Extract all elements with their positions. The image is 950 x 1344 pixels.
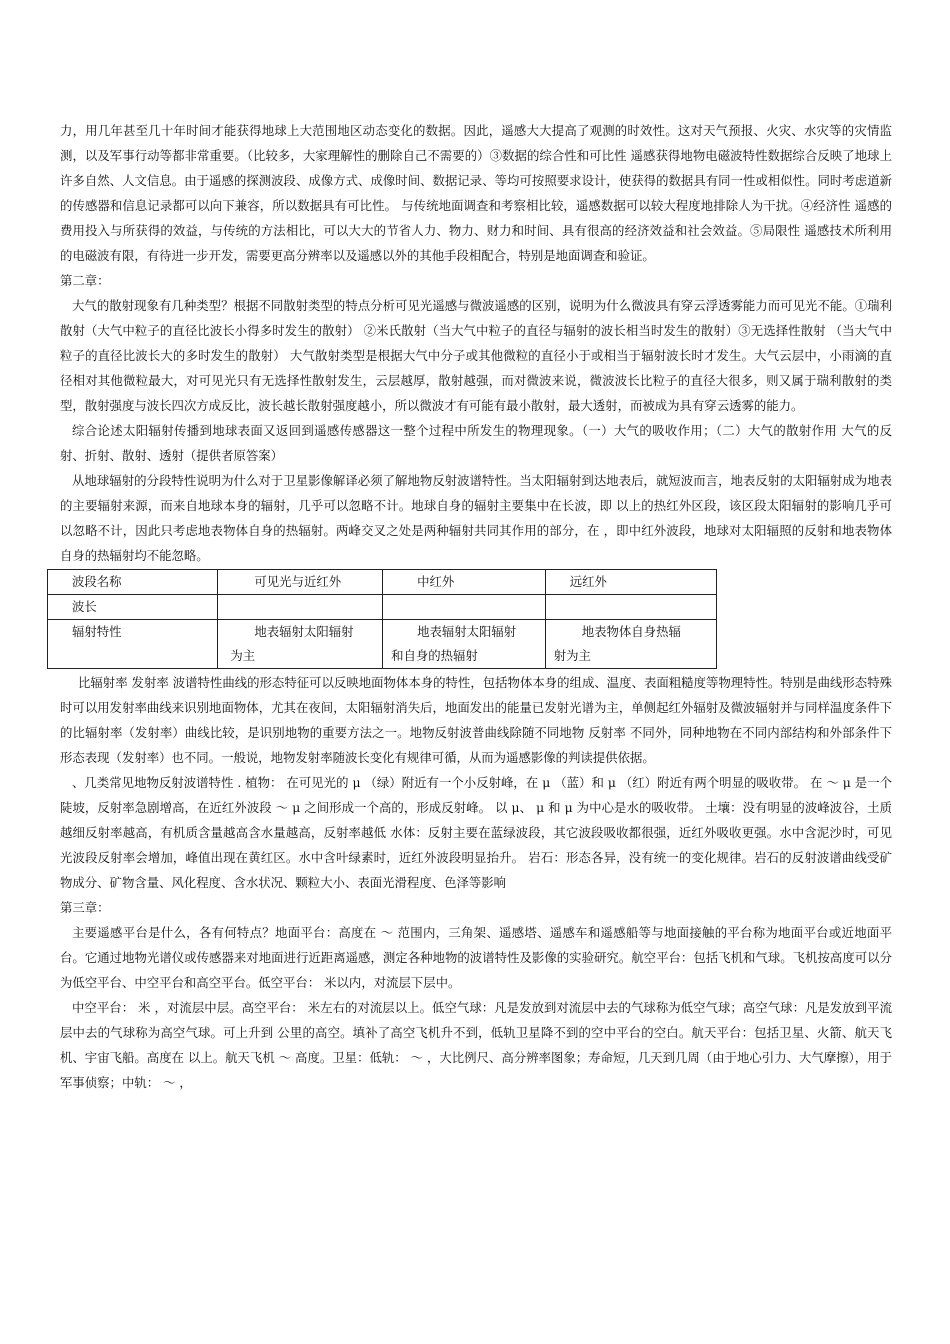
chapter-2-paragraph-solar-radiation: 综合论述太阳辐射传播到地球表面又返回到遥感传感器这一整个过程中所发生的物理现象。（一）大气的吸收作用；（二）大气的散射作用 大气的反射、折射、散射、透射（提供者原答案） bbox=[60, 423, 892, 463]
chapter-3-heading: 第三章： bbox=[60, 900, 110, 915]
table-cell: 地表辐射太阳辐射 为主 bbox=[218, 620, 383, 669]
table-cell bbox=[383, 595, 546, 620]
table-header-cell: 波段名称 bbox=[48, 570, 218, 595]
table-row-label: 辐射特性 bbox=[48, 620, 218, 669]
table-header-row bbox=[48, 570, 717, 595]
table-row-wavelength bbox=[48, 595, 717, 620]
chapter-2-paragraph-spectral-features: 、几类常见地物反射波谱特性 . 植物： 在可见光的 μ （绿）附近有一个小反射峰，在 μ （蓝）和 μ （红）附近有两个明显的吸收带。 在 ～ μ 是一个陡坡，反射率急剧增高，在近红外波段 ～ μ 之间形成一个高的，形成反射峰。 以 μ、 μ 和 μ 为中心是水的吸收带。 土壤：没有明显的波峰波谷，土质越细反射率越高，有机质含量越高含水量越高，反射率越低 水体：反射主要在蓝绿波段，其它波段吸收都很强，近红外吸收更强。水中含泥沙时，可见光波段反射率会增加，峰值出现在黄红区。水中含叶绿素时，近红外波段明显抬升。 岩石：形态各异，没有统一的变化规律。岩石的反射波谱曲线受矿物成分、矿物含量、风化程度、含水状况、颗粒大小、表面光滑程度、色泽等影响 bbox=[60, 775, 892, 890]
table-header-cell: 中红外 bbox=[383, 570, 546, 595]
chapter-3-paragraph-altitudes: 中空平台： 米 ，对流层中层。高空平台： 米左右的对流层以上。低空气球：凡是发放到对流层中去的气球称为低空气球；高空气球：凡是发放到平流层中去的气球称为高空气球。可上升到 公里的高空。填补了高空飞机升不到，低轨卫星降不到的空中平台的空白。航天平台：包括卫星、火箭、航天飞机、宇宙飞船。高度在 以上。航天飞机 ～ 高度。卫星：低轨： ～ ，大比例尺、高分辨率图象；寿命短，几天到几周（由于地心引力、大气摩擦），用于军事侦察；中轨： ～ ， bbox=[60, 1000, 892, 1090]
document-page bbox=[60, 118, 892, 1095]
table-header-cell: 可见光与近红外 bbox=[218, 570, 383, 595]
chapter-3-paragraph-platforms: 主要遥感平台是什么，各有何特点？地面平台：高度在 ～ 范围内，三角架、遥感塔、遥感车和遥感船等与地面接触的平台称为地面平台或近地面平台。它通过地物光谱仪或传感器来对地面进行近距离遥感，测定各种地物的波谱特性及影像的实验研究。航空平台：包括飞机和气球。飞机按高度可以分为低空平台、中空平台和高空平台。低空平台： 米以内，对流层下层中。 bbox=[60, 925, 892, 990]
table-cell bbox=[218, 595, 383, 620]
table-header-cell: 远红外 bbox=[545, 570, 716, 595]
table-cell bbox=[545, 595, 716, 620]
chapter-2-heading: 第二章： bbox=[60, 273, 110, 288]
intro-paragraph: 力，用几年甚至几十年时间才能获得地球上大范围地区动态变化的数据。因此，遥感大大提高了观测的时效性。这对天气预报、火灾、水灾等的灾情监测，以及军事行动等都非常重要。（比较多，大家理解性的删除自己不需要的）③数据的综合性和可比性 遥感获得地物电磁波特性数据综合反映了地球上许多自然、人文信息。由于遥感的探测波段、成像方式、成像时间、数据记录、等均可按照要求设计，使获得的数据具有同一性或相似性。同时考虑道新的传感器和信息记录都可以向下兼容，所以数据具有可比性。 与传统地面调查和考察相比较，遥感数据可以较大程度地排除人为干扰。④经济性 遥感的费用投入与所获得的效益，与传统的方法相比，可以大大的节省人力、物力、财力和时间、具有很高的经济效益和社会效益。⑤局限性 遥感技术所利用的电磁波有限，有待进一步开发，需要更高分辨率以及遥感以外的其他手段相配合，特别是地面调查和验证。 bbox=[60, 123, 892, 263]
table-row-property bbox=[48, 620, 717, 669]
chapter-2-paragraph-earth-radiation: 从地球辐射的分段特性说明为什么对于卫星影像解译必须了解地物反射波谱特性。当太阳辐射到达地表后，就短波而言，地表反射的太阳辐射成为地表的主要辐射来源，而来自地球本身的辐射，几乎可以忽略不计。地球自身的辐射主要集中在长波，即 以上的热红外区段，该区段太阳辐射的影响几乎可以忽略不计，因此只考虑地表物体自身的热辐射。两峰交叉之处是两种辐射共同其作用的部分，在 ，即中红外波段，地球对太阳辐照的反射和地表物体自身的热辐射均不能忽略。 bbox=[60, 473, 892, 563]
table-cell: 地表辐射太阳辐射 和自身的热辐射 bbox=[383, 620, 546, 669]
chapter-2-paragraph-scattering: 大气的散射现象有几种类型？根据不同散射类型的特点分析可见光遥感与微波遥感的区别，说明为什么微波具有穿云浮透雾能力而可见光不能。①瑞利散射（大气中粒子的直径比波长小得多时发生的散射） ②米氏散射（当大气中粒子的直径与辐射的波长相当时发生的散射）③无选择性散射 （当大气中粒子的直径比波长大的多时发生的散射） 大气散射类型是根据大气中分子或其他微粒的直径小于或相当于辐射波长时才发生。大气云层中，小雨滴的直径相对其他微粒最大，对可见光只有无选择性散射发生，云层越厚，散射越强，而对微波来说，微波波长比粒子的直径大很多，则又属于瑞利散射的类型，散射强度与波长四次方成反比，波长越长散射强度越小，所以微波才有可能有最小散射，最大透射，而被成为具有穿云透雾的能力。 bbox=[60, 298, 892, 413]
chapter-2-paragraph-emissivity: 比辐射率 发射率 波谱特性曲线的形态特征可以反映地面物体本身的特性，包括物体本身的组成、温度、表面粗糙度等物理特性。特别是曲线形态特殊时可以用发射率曲线来识别地面物体，尤其在夜间，太阳辐射消失后，地面发出的能量已发射光谱为主，单侧起红外辐射及微波辐射并与同样温度条件下的比辐射率（发射率）曲线比较，是识别地物的重要方法之一。地物反射波普曲线除随不同地物 反射率 不同外，同种地物在不同内部结构和外部条件下形态表现（发射率）也不同。一般说，地物发射率随波长变化有规律可循，从而为遥感影像的判读提供依据。 bbox=[60, 675, 892, 765]
table-cell: 地表物体自身热辐 射为主 bbox=[545, 620, 716, 669]
radiation-band-table bbox=[47, 569, 717, 669]
table-row-label: 波长 bbox=[48, 595, 218, 620]
